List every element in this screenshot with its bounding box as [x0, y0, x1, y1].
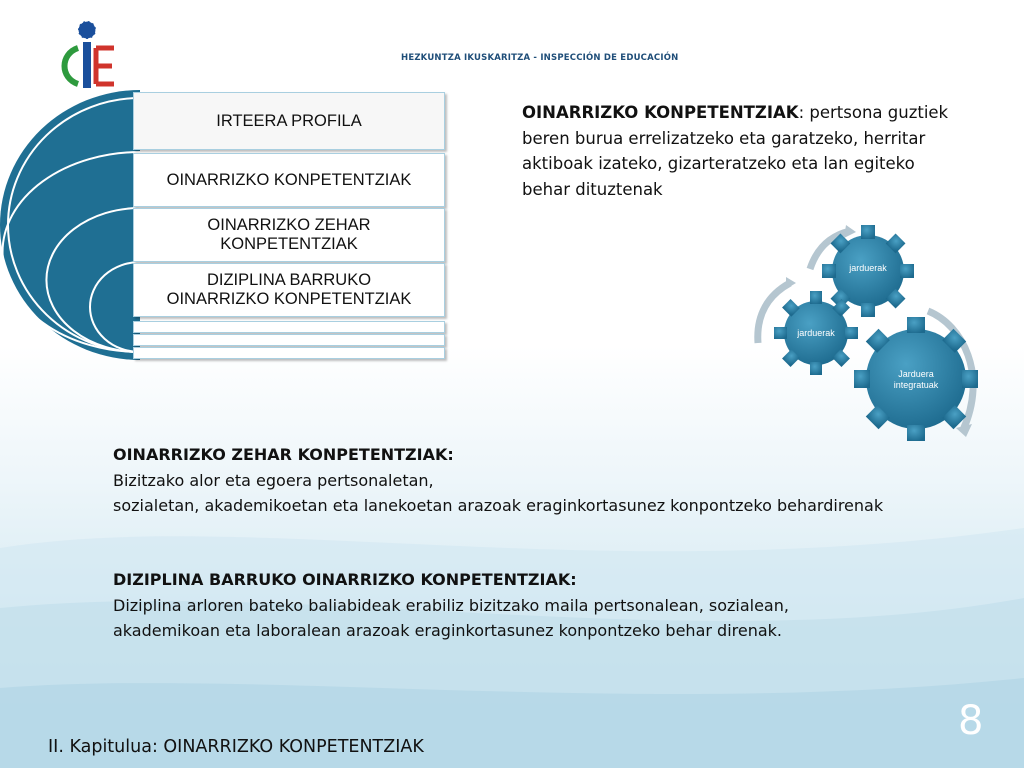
box-diziplina-barruko	[133, 263, 445, 317]
definition-heading: DIZIPLINA BARRUKO OINARRIZKO KONPETENTZIAK:	[113, 570, 577, 589]
definition-text: behar dituztenak	[522, 179, 663, 199]
definition-oinarrizko-konpetentziak	[522, 100, 992, 202]
empty-box	[133, 334, 445, 346]
slide-number: 8	[958, 698, 984, 744]
definition-zehar-konpetentziak	[113, 442, 1003, 519]
definition-heading: OINARRIZKO ZEHAR KONPETENTZIAK:	[113, 445, 454, 464]
box-zehar-konpetentziak	[133, 208, 445, 262]
gear-big	[854, 317, 978, 441]
header-title: HEZKUNTZA IKUSKARITZA - INSPECCIÓN DE EDUCACIÓN	[401, 53, 679, 63]
gear-big-label-line1: Jarduera	[898, 369, 934, 379]
empty-box	[133, 347, 445, 359]
chapter-footer: II. Kapitulua: OINARRIZKO KONPETENTZIAK	[48, 737, 424, 757]
box-label-line2: OINARRIZKO KONPETENTZIAK	[166, 290, 412, 308]
gear-left	[774, 291, 858, 375]
definition-text: Diziplina arloren bateko baliabideak erabiliz bizitzako maila pertsonalean, sozialean,	[113, 595, 789, 615]
box-label-line2: KONPETENTZIAK	[220, 235, 358, 253]
box-oinarrizko-konpetentziak	[133, 153, 445, 207]
box-label-line1: OINARRIZKO ZEHAR	[207, 216, 371, 234]
empty-box	[133, 321, 445, 333]
gear-left-label: jarduerak	[797, 328, 835, 338]
box-irteera-profila	[133, 92, 445, 150]
ie-logo-icon	[52, 18, 122, 94]
definition-diziplina-barruko	[113, 567, 1003, 644]
definition-term: OINARRIZKO KONPETENTZIAK	[522, 103, 799, 122]
gear-big-label-line2: integratuak	[893, 380, 939, 390]
definition-text: Bizitzako alor eta egoera pertsonaletan,	[113, 470, 434, 490]
gear-top	[822, 225, 914, 317]
box-label: OINARRIZKO KONPETENTZIAK	[166, 170, 412, 189]
definition-text: beren burua errelizatzeko eta garatzeko, herritar	[522, 128, 926, 148]
definition-text: aktiboak izateko, gizarteratzeko eta lan egiteko	[522, 154, 915, 173]
gear-top-label: jarduerak	[849, 263, 887, 273]
definition-text: akademikoan eta laboralean arazoak eraginkortasunez konpontzeko behar direnak.	[113, 621, 783, 640]
box-label-line1: DIZIPLINA BARRUKO	[206, 271, 372, 289]
definition-text: : pertsona guztiek	[798, 103, 949, 122]
concentric-arcs-diagram	[0, 90, 140, 360]
definition-text: sozialetan, akademikoetan eta lanekoetan arazoak eraginkortasunez konpontzeko behardirenak	[113, 496, 884, 515]
box-label: IRTEERA PROFILA	[216, 111, 362, 130]
gears-diagram	[748, 225, 998, 447]
